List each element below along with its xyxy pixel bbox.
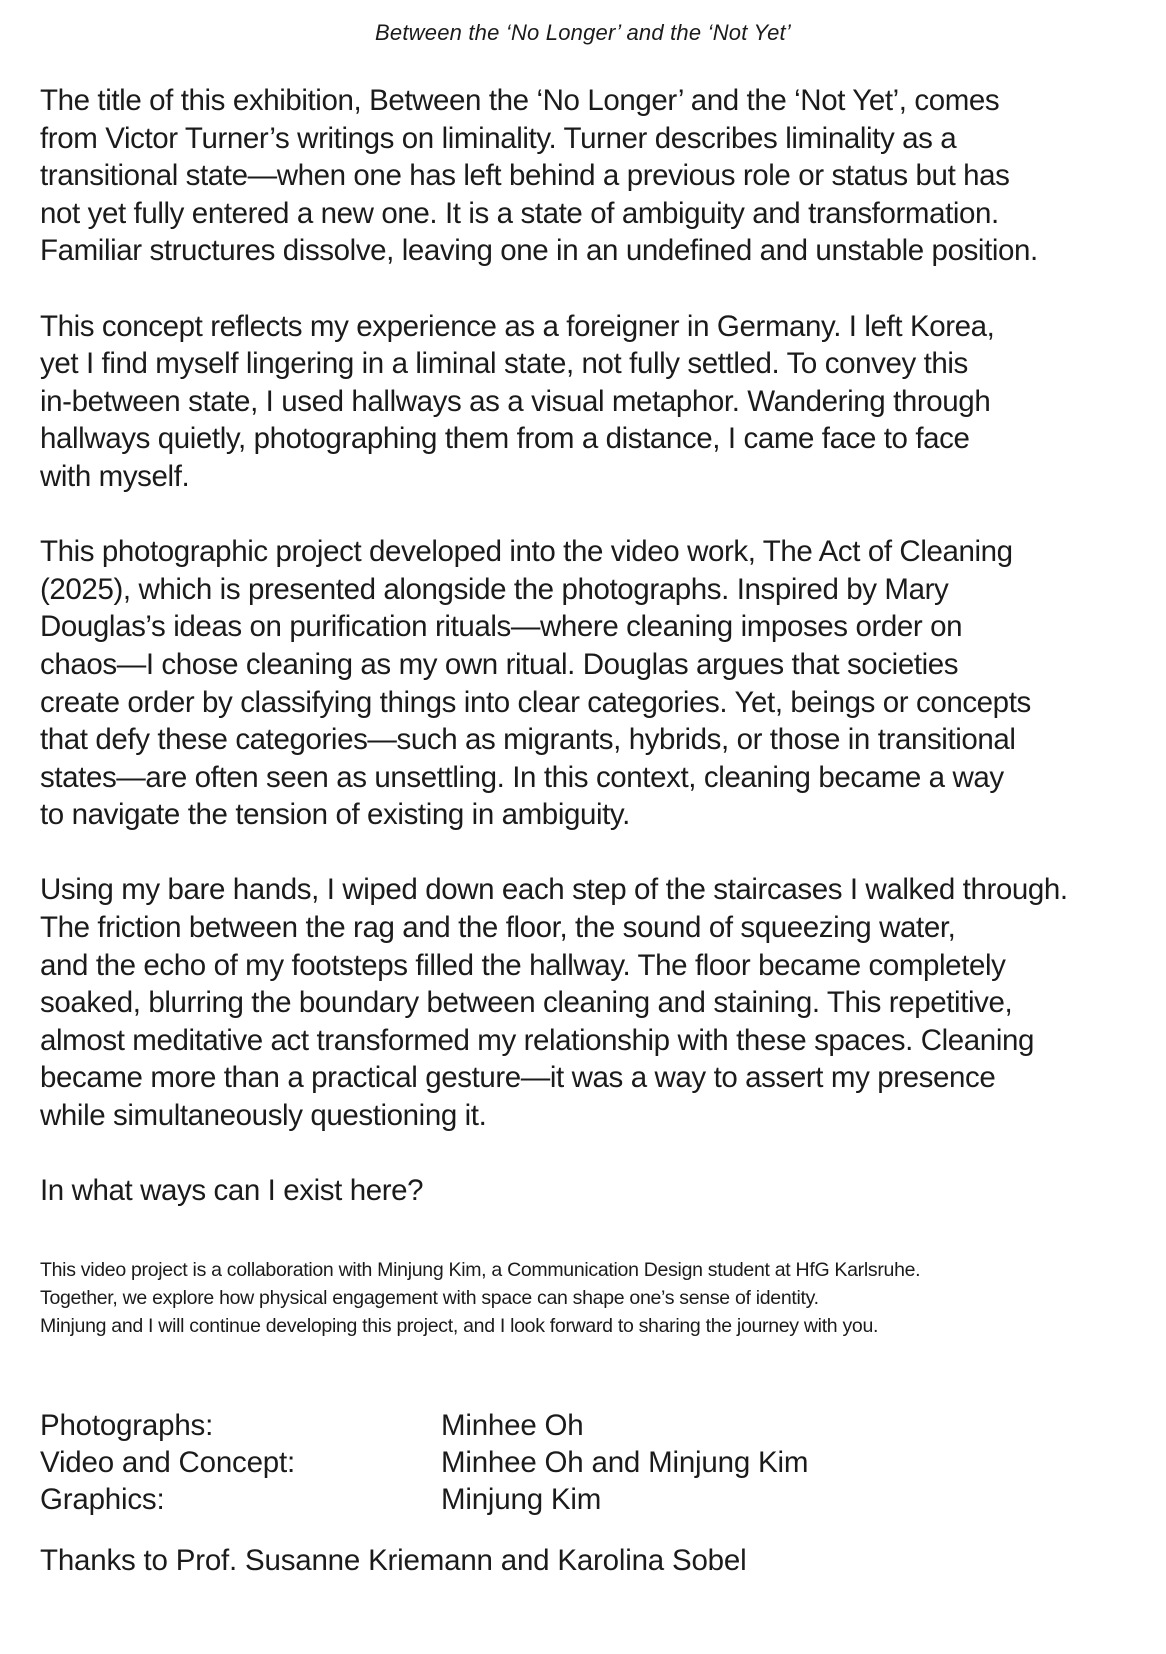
paragraph-line: and the echo of my footsteps filled the hallway. The floor became completely	[40, 948, 1006, 982]
paragraph-line: This photographic project developed into the video work, The Act of Cleaning	[40, 535, 1013, 569]
credit-row	[40, 1481, 1130, 1518]
paragraph-line: that defy these categories—such as migrants, hybrids, or those in transitional	[40, 723, 1016, 757]
credit-name: Minhee Oh	[441, 1409, 584, 1442]
paragraph-3	[40, 533, 1130, 834]
paragraph-line: states—are often seen as unsettling. In this context, cleaning became a way	[40, 760, 1004, 794]
thanks-line: Thanks to Prof. Susanne Kriemann and Karolina Sobel	[40, 1544, 747, 1577]
credit-role: Photographs:	[40, 1409, 214, 1442]
paragraph-line: while simultaneously questioning it.	[40, 1099, 487, 1133]
paragraph-line: in-between state, I used hallways as a visual metaphor. Wandering through	[40, 384, 991, 418]
note-line: This video project is a collaboration with Minjung Kim, a Communication Design student at HfG Karlsruhe.	[40, 1259, 921, 1281]
credit-row	[40, 1407, 1130, 1444]
paragraph-line: not yet fully entered a new one. It is a state of ambiguity and transformation.	[40, 196, 999, 230]
paragraph-line: create order by classifying things into clear categories. Yet, beings or concepts	[40, 685, 1031, 719]
credits-list	[40, 1407, 1130, 1518]
paragraph-line: This concept reflects my experience as a foreigner in Germany. I left Korea,	[40, 309, 995, 343]
paragraph-2	[40, 308, 1130, 496]
note-line: Together, we explore how physical engagement with space can shape one’s sense of identity.	[40, 1287, 819, 1309]
paragraph-line: The title of this exhibition, Between the ‘No Longer’ and the ‘Not Yet’, comes	[40, 84, 1000, 117]
paragraph-line: to navigate the tension of existing in ambiguity.	[40, 798, 630, 832]
paragraph-line: Douglas’s ideas on purification rituals—where cleaning imposes order on	[40, 610, 963, 644]
paragraph-1	[40, 82, 1130, 270]
paragraph-4	[40, 871, 1130, 1134]
body-text	[40, 82, 1130, 1210]
paragraph-line: soaked, blurring the boundary between cleaning and staining. This repetitive,	[40, 986, 1013, 1020]
paragraph-line: hallways quietly, photographing them from a distance, I came face to face	[40, 422, 970, 456]
paragraph-line: with myself.	[40, 459, 190, 493]
credit-row	[40, 1444, 1130, 1481]
paragraph-line: The friction between the rag and the floor, the sound of squeezing water,	[40, 911, 956, 945]
credit-role: Graphics:	[40, 1483, 165, 1516]
credit-name: Minjung Kim	[441, 1483, 602, 1516]
paragraph-line: from Victor Turner’s writings on liminality. Turner describes liminality as a	[40, 121, 957, 155]
paragraph-line: chaos—I chose cleaning as my own ritual. Douglas argues that societies	[40, 647, 959, 681]
paragraph-line: Using my bare hands, I wiped down each step of the staircases I walked through.	[40, 873, 1068, 907]
paragraph-line: yet I find myself lingering in a liminal state, not fully settled. To convey this	[40, 347, 968, 381]
collaboration-note	[40, 1256, 1140, 1340]
paragraph-line: became more than a practical gesture—it was a way to assert my presence	[40, 1061, 996, 1095]
paragraph-line: transitional state—when one has left behind a previous role or status but has	[40, 159, 1010, 193]
paragraph-line: (2025), which is presented alongside the photographs. Inspired by Mary	[40, 572, 949, 606]
paragraph-line: Familiar structures dissolve, leaving one in an undefined and unstable position.	[40, 234, 1038, 268]
credit-role: Video and Concept:	[40, 1446, 296, 1479]
note-line: Minjung and I will continue developing this project, and I look forward to sharing the journey with you.	[40, 1315, 879, 1337]
closing-question: In what ways can I exist here?	[40, 1174, 424, 1208]
paragraph-line: almost meditative act transformed my relationship with these spaces. Cleaning	[40, 1023, 1034, 1057]
credit-name: Minhee Oh and Minjung Kim	[441, 1446, 809, 1479]
page-header-title: Between the ‘No Longer’ and the ‘Not Yet’	[375, 20, 791, 45]
